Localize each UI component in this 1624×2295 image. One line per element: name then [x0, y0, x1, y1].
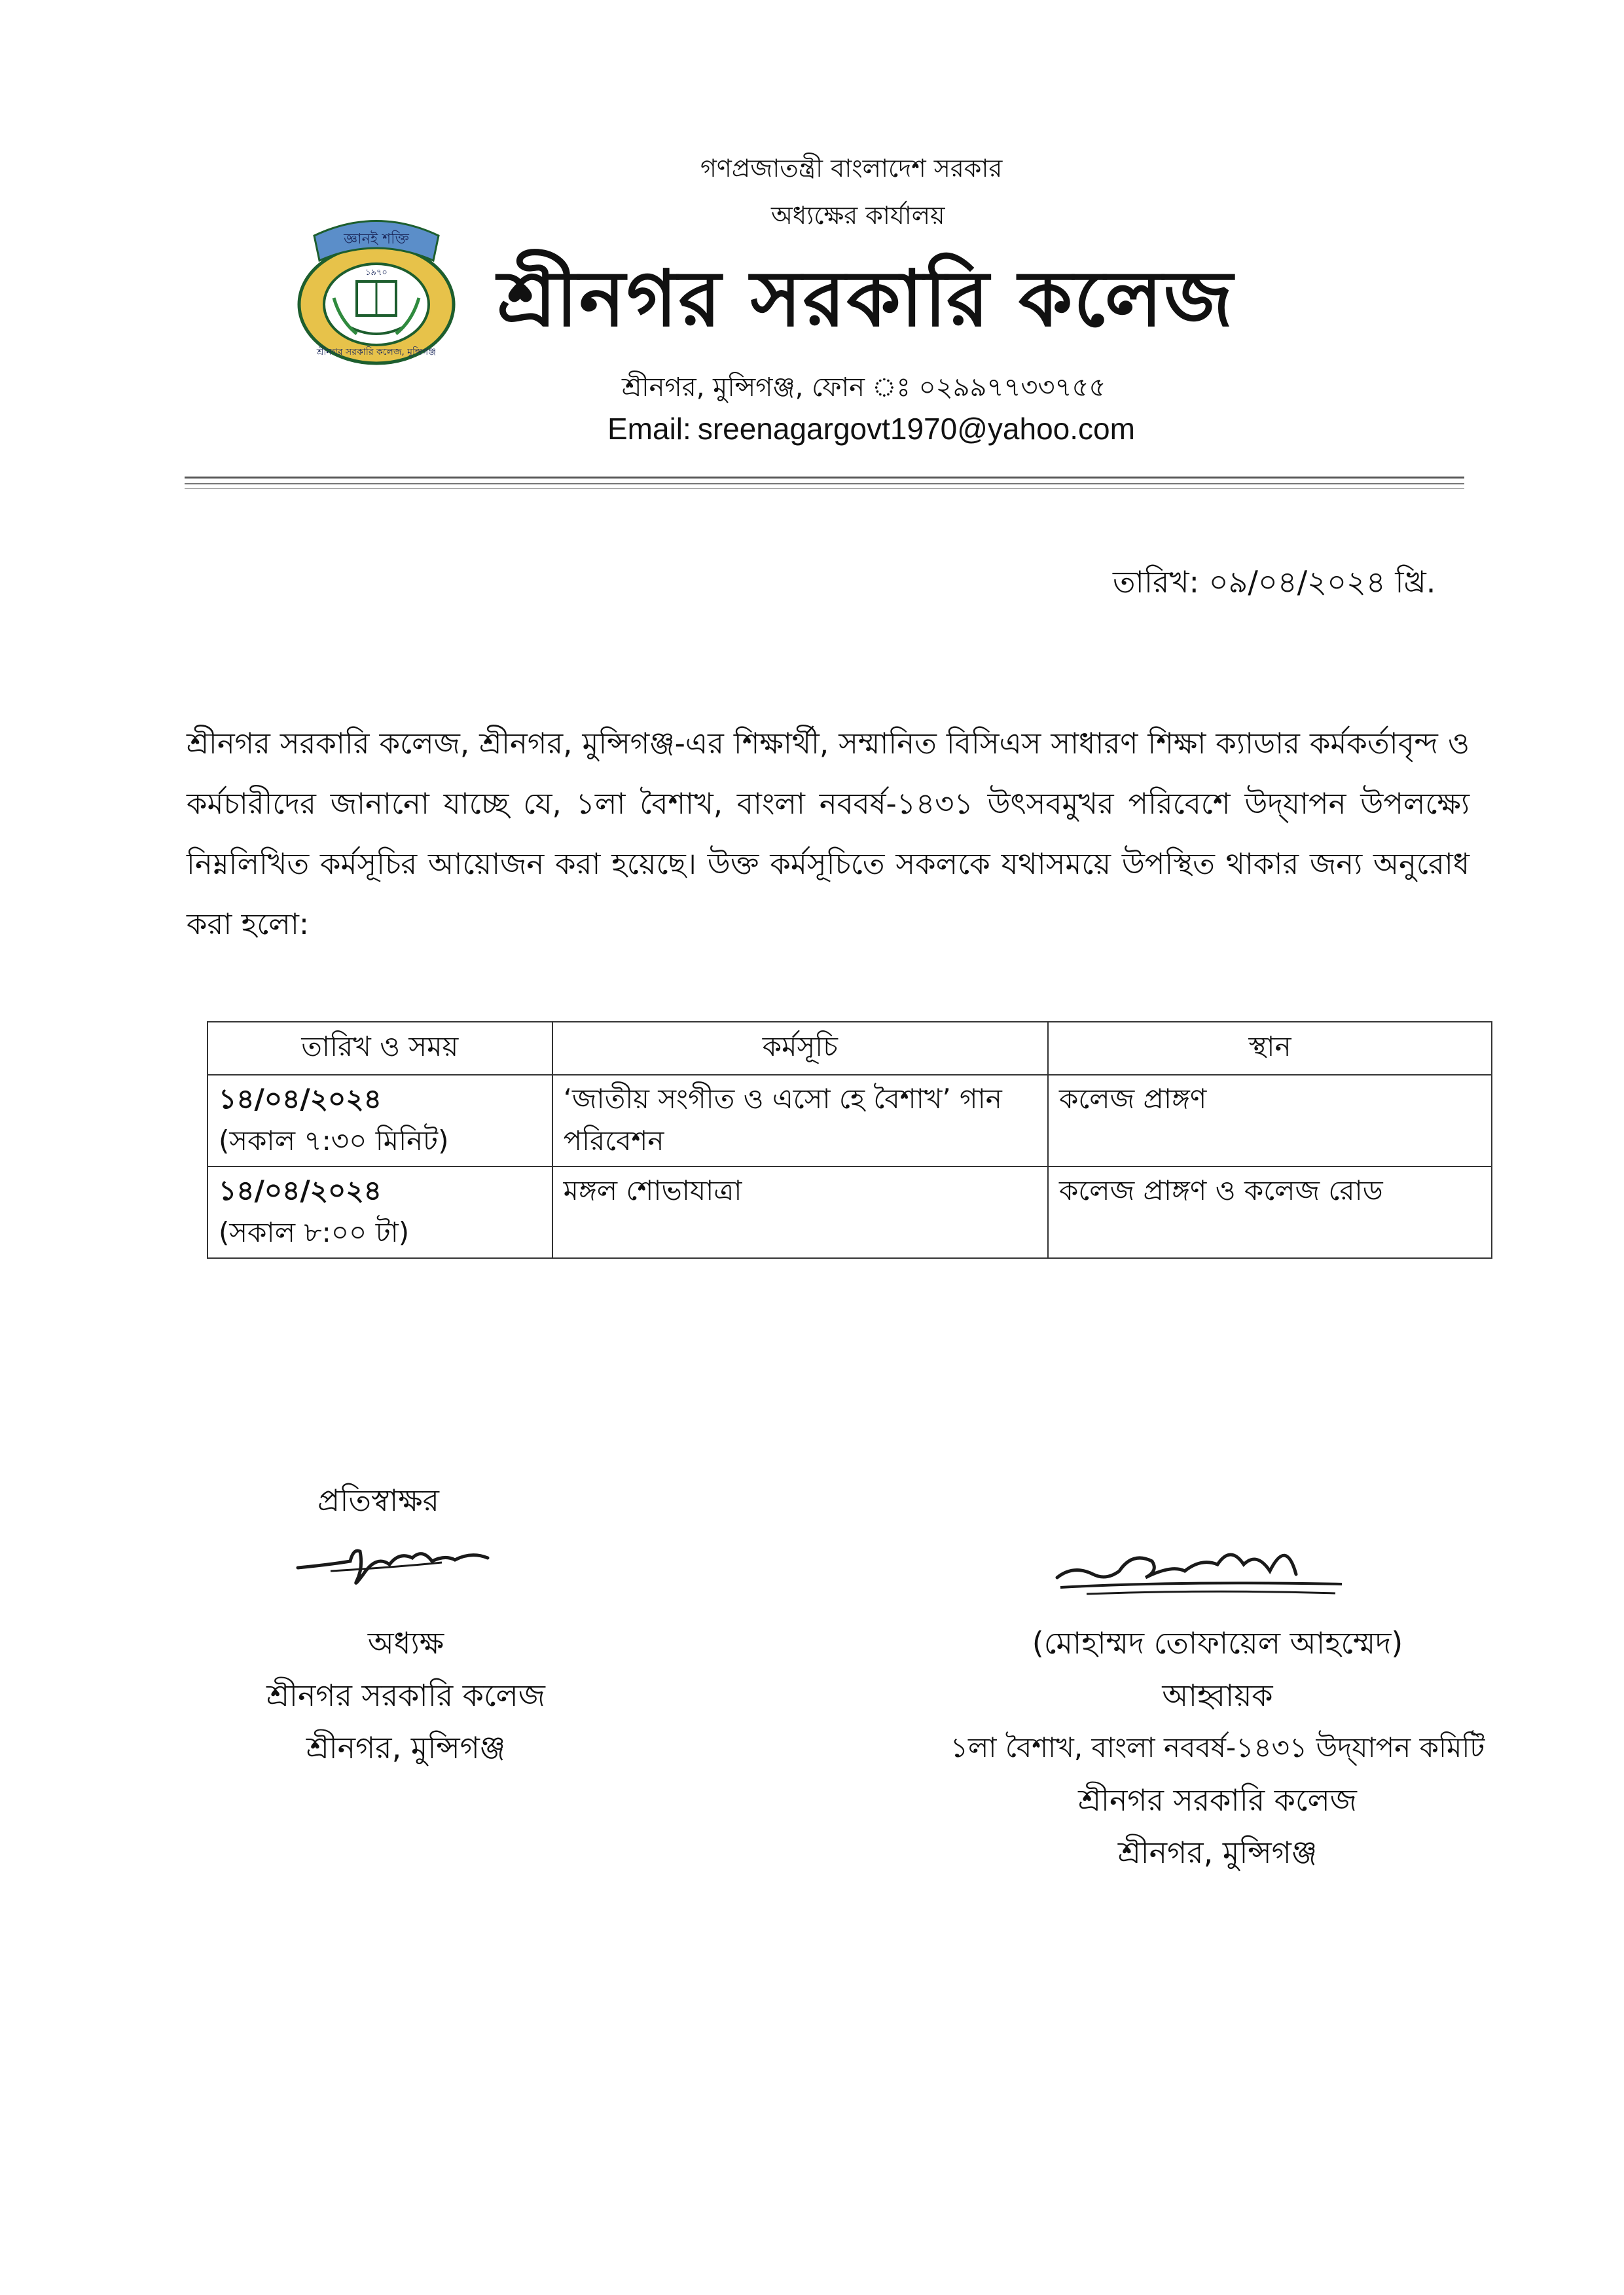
schedule-table — [207, 1021, 1492, 1259]
row-time: (সকাল ৭:৩০ মিনিট) — [219, 1125, 449, 1157]
principal-org: শ্রীনগর সরকারি কলেজ — [266, 1678, 545, 1713]
table-cell-date-time — [208, 1166, 552, 1258]
header-divider — [185, 488, 1464, 489]
committee-name: ১লা বৈশাখ, বাংলা নববর্ষ-১৪৩১ উদ্‌যাপন কমিটি — [950, 1731, 1485, 1763]
convener-signature-icon — [1047, 1525, 1355, 1617]
principal-title: অধ্যক্ষ — [367, 1625, 444, 1661]
convener-title: আহ্বায়ক — [1162, 1678, 1273, 1713]
header-divider — [185, 477, 1464, 479]
college-name: শ্রীনগর সরকারি কলেজ — [497, 253, 1235, 344]
notice-date: তারিখ: ০৯/০৪/২০২৪ খ্রি. — [1113, 564, 1436, 600]
convener-org: শ্রীনগর সরকারি কলেজ — [1078, 1782, 1357, 1818]
column-header-place: স্থান — [1048, 1022, 1492, 1075]
email-address: sreenagargovt1970@yahoo.com — [697, 412, 1135, 446]
table-cell-place: কলেজ প্রাঙ্গণ ও কলেজ রোড — [1048, 1166, 1492, 1258]
email-line — [607, 411, 1135, 446]
countersign-label: প্রতিস্বাক্ষর — [317, 1483, 439, 1518]
convener-name: (মোহাম্মদ তোফায়েল আহম্মেদ) — [1032, 1625, 1403, 1661]
logo-ring-text: শ্রীনগর সরকারি কলেজ, মুন্সিগঞ্জ — [316, 347, 437, 357]
college-logo — [288, 209, 465, 367]
column-header-date-time: তারিখ ও সময় — [208, 1022, 552, 1075]
address-phone: শ্রীনগর, মুন্সিগঞ্জ, ফোন ঃ ০২৯৯৭৭৩৩৭৫৫ — [622, 372, 1106, 403]
row-date: ১৪/০৪/২০২৪ — [219, 1174, 382, 1206]
office-name: অধ্যক্ষের কার্যালয় — [771, 201, 945, 230]
logo-year: ১৯৭০ — [365, 268, 388, 278]
government-name: গণপ্রজাতন্ত্রী বাংলাদেশ সরকার — [700, 154, 1003, 183]
table-row — [208, 1075, 1492, 1166]
email-label: Email: — [607, 412, 691, 446]
convener-location: শ্রীনগর, মুন্সিগঞ্জ — [1117, 1835, 1318, 1870]
column-header-program: কর্মসূচি — [552, 1022, 1048, 1075]
table-row — [208, 1166, 1492, 1258]
table-cell-date-time — [208, 1075, 552, 1166]
logo-motto: জ্ঞানই শক্তি — [344, 231, 409, 247]
convener-signature-block — [923, 1617, 1512, 1879]
principal-signature-icon — [291, 1528, 501, 1600]
table-cell-program: মঙ্গল শোভাযাত্রা — [552, 1166, 1048, 1258]
table-header-row — [208, 1022, 1492, 1075]
row-time: (সকাল ৮:০০ টা) — [219, 1216, 410, 1248]
notice-body: শ্রীনগর সরকারি কলেজ, শ্রীনগর, মুন্সিগঞ্জ-এর শিক্ষার্থী, সম্মানিত বিসিএস সাধারণ শিক্ষা ক্যাডার কর্মকর্তাবৃন্দ ও কর্মচারীদের জানানো যাচ্ছে যে, ১লা বৈশাখ, বাংলা নববর্ষ-১৪৩১ উৎসবমুখর পরিবেশে উদ্‌যাপন উপলক্ষ্যে নিম্নলিখিত কর্মসূচির আয়োজন করা হয়েছে। উক্ত কর্মসূচিতে সকলকে যথাসময়ে উপস্থিত থাকার জন্য অনুরোধ করা হলো: — [187, 726, 1470, 941]
row-date: ১৪/০৪/২০২৪ — [219, 1083, 382, 1115]
principal-location: শ্রীনগর, মুন্সিগঞ্জ — [306, 1730, 506, 1765]
header-divider — [185, 483, 1464, 484]
college-logo-emblem-icon — [288, 209, 465, 367]
principal-signature-block — [223, 1617, 589, 1774]
table-cell-place: কলেজ প্রাঙ্গণ — [1048, 1075, 1492, 1166]
table-cell-program: ‘জাতীয় সংগীত ও এসো হে বৈশাখ’ গান পরিবেশন — [552, 1075, 1048, 1166]
